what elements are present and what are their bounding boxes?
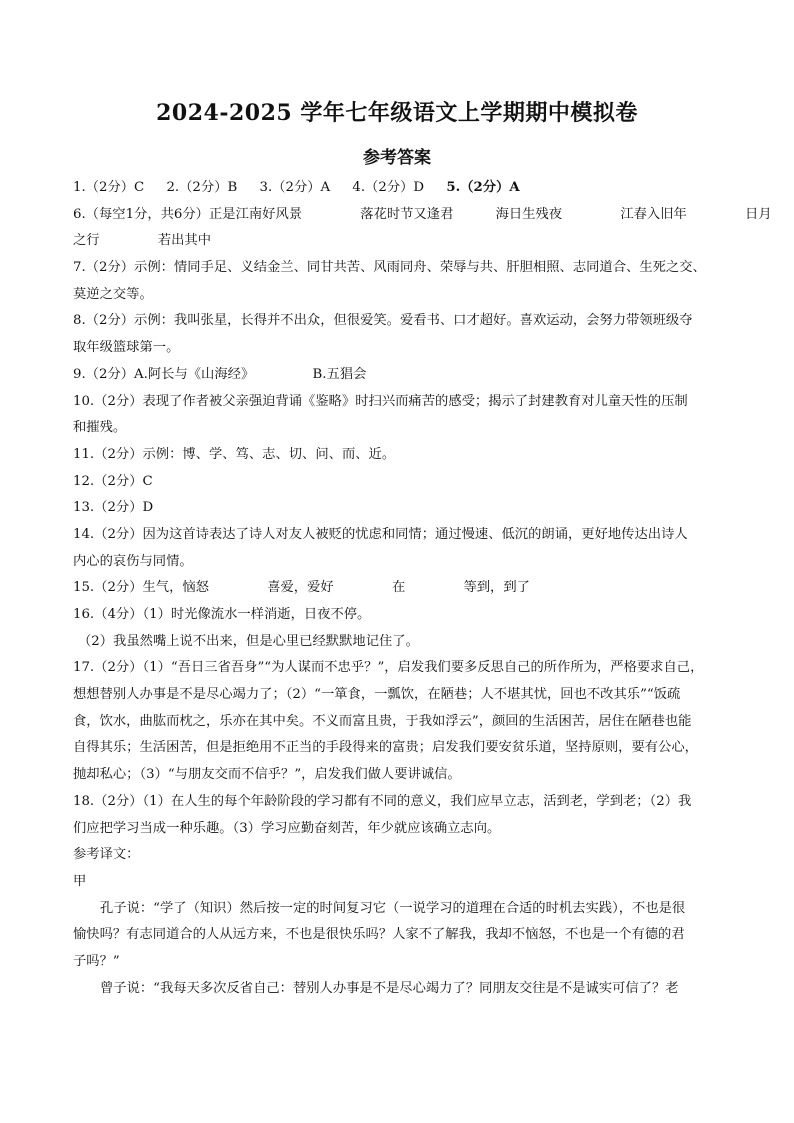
answer-15	[73, 575, 723, 602]
answer-14-line-2: 内心的哀伤与同情。	[73, 553, 193, 569]
answer-16-line-1: 16.（4分）（1）时光像流水一样消逝，日夜不停。	[73, 607, 371, 622]
answer-6-blank-6: 若出其中	[157, 233, 212, 249]
answer-7-line-1: 7.（2分）示例：情同手足、义结金兰、同甘共苦、风雨同舟、荣辱与共、肝胆相照、志同道合、生死之交、	[73, 260, 706, 276]
answer-6-blank-5b: 之行	[73, 233, 100, 249]
answer-15-a1: 15.（2分）生气，恼怒	[73, 580, 209, 596]
page-subtitle: 参考答案	[363, 148, 431, 168]
answer-17-line-2: 想想替别人办事是不是尽心竭力了；（2）“一箪食，一瓢饮，在陋巷；人不堪其忧，回也不改其乐”“饭疏	[73, 687, 681, 703]
answer-9-a: 9.（2分）A.阿长与《山海经》	[73, 366, 255, 382]
answer-15-a4: 等到，到了	[463, 580, 530, 596]
answer-17-line-3: 食，饮水，曲肱而枕之，乐亦在其中矣。不义而富且贵，于我如浮云”，颜回的生活困苦，居住在陋巷也能	[73, 713, 692, 729]
kongzi-line-3: 子吗？”	[73, 953, 120, 969]
answer-17-line-4: 自得其乐；生活困苦，但是拒绝用不正当的手段得来的富贵；启发我们要安贫乐道，坚持原则，要有公心，	[73, 740, 698, 756]
answer-12: 12.（2分）C	[73, 473, 153, 489]
answer-13: 13.（2分）D	[73, 500, 154, 516]
answer-6-line-2	[73, 228, 723, 255]
answer-5: 5.（2分）A	[446, 180, 520, 195]
answer-8-line-2: 取年级篮球第一。	[73, 340, 180, 356]
answers-1-5	[73, 175, 723, 202]
answer-16-line-2: （2）我虽然嘴上说不出来，但是心里已经默默地记住了。	[78, 633, 419, 649]
answer-6-blank-5a: 日月	[745, 206, 772, 222]
answer-6-line-1	[73, 202, 772, 229]
answer-17-line-1: 17.（2分）（1）“吾日三省吾身”“为人谋而不忠乎？”，启发我们要多反思自己的所作所为，严格要求自己，	[73, 660, 704, 676]
page-title: 2024-2025 学年七年级语文上学期期中模拟卷	[156, 100, 638, 126]
answer-6-blank-1: 6.（每空1分，共6分）正是江南好风景	[73, 206, 303, 222]
zengzi-line-1: 曾子说：“我每天多次反省自己：替别人办事是不是尽心竭力了？同朋友交往是不是诚实可信了？老	[100, 980, 679, 996]
answer-10-line-2: 和摧残。	[73, 420, 127, 436]
answer-6-blank-2: 落花时节又逢君	[360, 206, 454, 222]
answer-4: 4.（2分）D	[352, 180, 425, 195]
answer-18-line-1: 18.（2分）（1）在人生的每个年龄阶段的学习都有不同的意义，我们应早立志，活到老，学到老；（2）我	[73, 793, 692, 809]
answer-6-blank-4: 江春入旧年	[620, 206, 687, 222]
answer-15-a3: 在	[391, 580, 406, 596]
answer-11: 11.（2分）示例：博、学、笃、志、切、问、而、近。	[73, 446, 396, 462]
kongzi-line-1: 孔子说：“学了（知识）然后按一定的时间复习它（一说学习的道理在合适的时机去实践），不也是很	[100, 900, 686, 916]
answer-6-blank-3: 海日生残夜	[495, 206, 563, 222]
answer-8-line-1: 8.（2分）示例：我叫张星，长得并不出众，但很爱笑。爱看书、口才超好。喜欢运动，会努力带领班级夺	[73, 313, 693, 329]
answer-15-a2: 喜爱，爱好	[267, 580, 334, 596]
answer-9-b: B.五猖会	[312, 366, 367, 382]
answer-10-line-1: 10.（2分）表现了作者被父亲强迫背诵《鉴略》时扫兴而痛苦的感受；揭示了封建教育对儿童天性的压制	[73, 393, 688, 409]
answer-3: 3.（2分）A	[259, 180, 331, 195]
answer-17-line-5: 抛却私心；（3）“与朋友交而不信乎？”，启发我们做人要讲诚信。	[73, 767, 461, 783]
kongzi-line-2: 愉快吗？有志同道合的人从远方来，不也是很快乐吗？人家不了解我，我却不恼怒，不也是一个有德的君	[73, 927, 685, 943]
answer-2: 2.（2分）B	[166, 180, 238, 195]
answer-1: 1.（2分）C	[73, 180, 145, 195]
translation-label: 参考译文：	[73, 847, 140, 863]
answer-9	[73, 362, 723, 389]
section-jia: 甲	[73, 873, 87, 889]
answer-body	[73, 175, 772, 1002]
answer-14-line-1: 14.（2分）因为这首诗表达了诗人对友人被贬的忧虑和同情；通过慢速、低沉的朗诵，更好地传达出诗人	[73, 526, 688, 542]
answer-18-line-2: 们应把学习当成一种乐趣。（3）学习应勤奋刻苦，年少就应该确立志向。	[73, 820, 501, 836]
answer-7-line-2: 莫逆之交等。	[73, 286, 153, 302]
